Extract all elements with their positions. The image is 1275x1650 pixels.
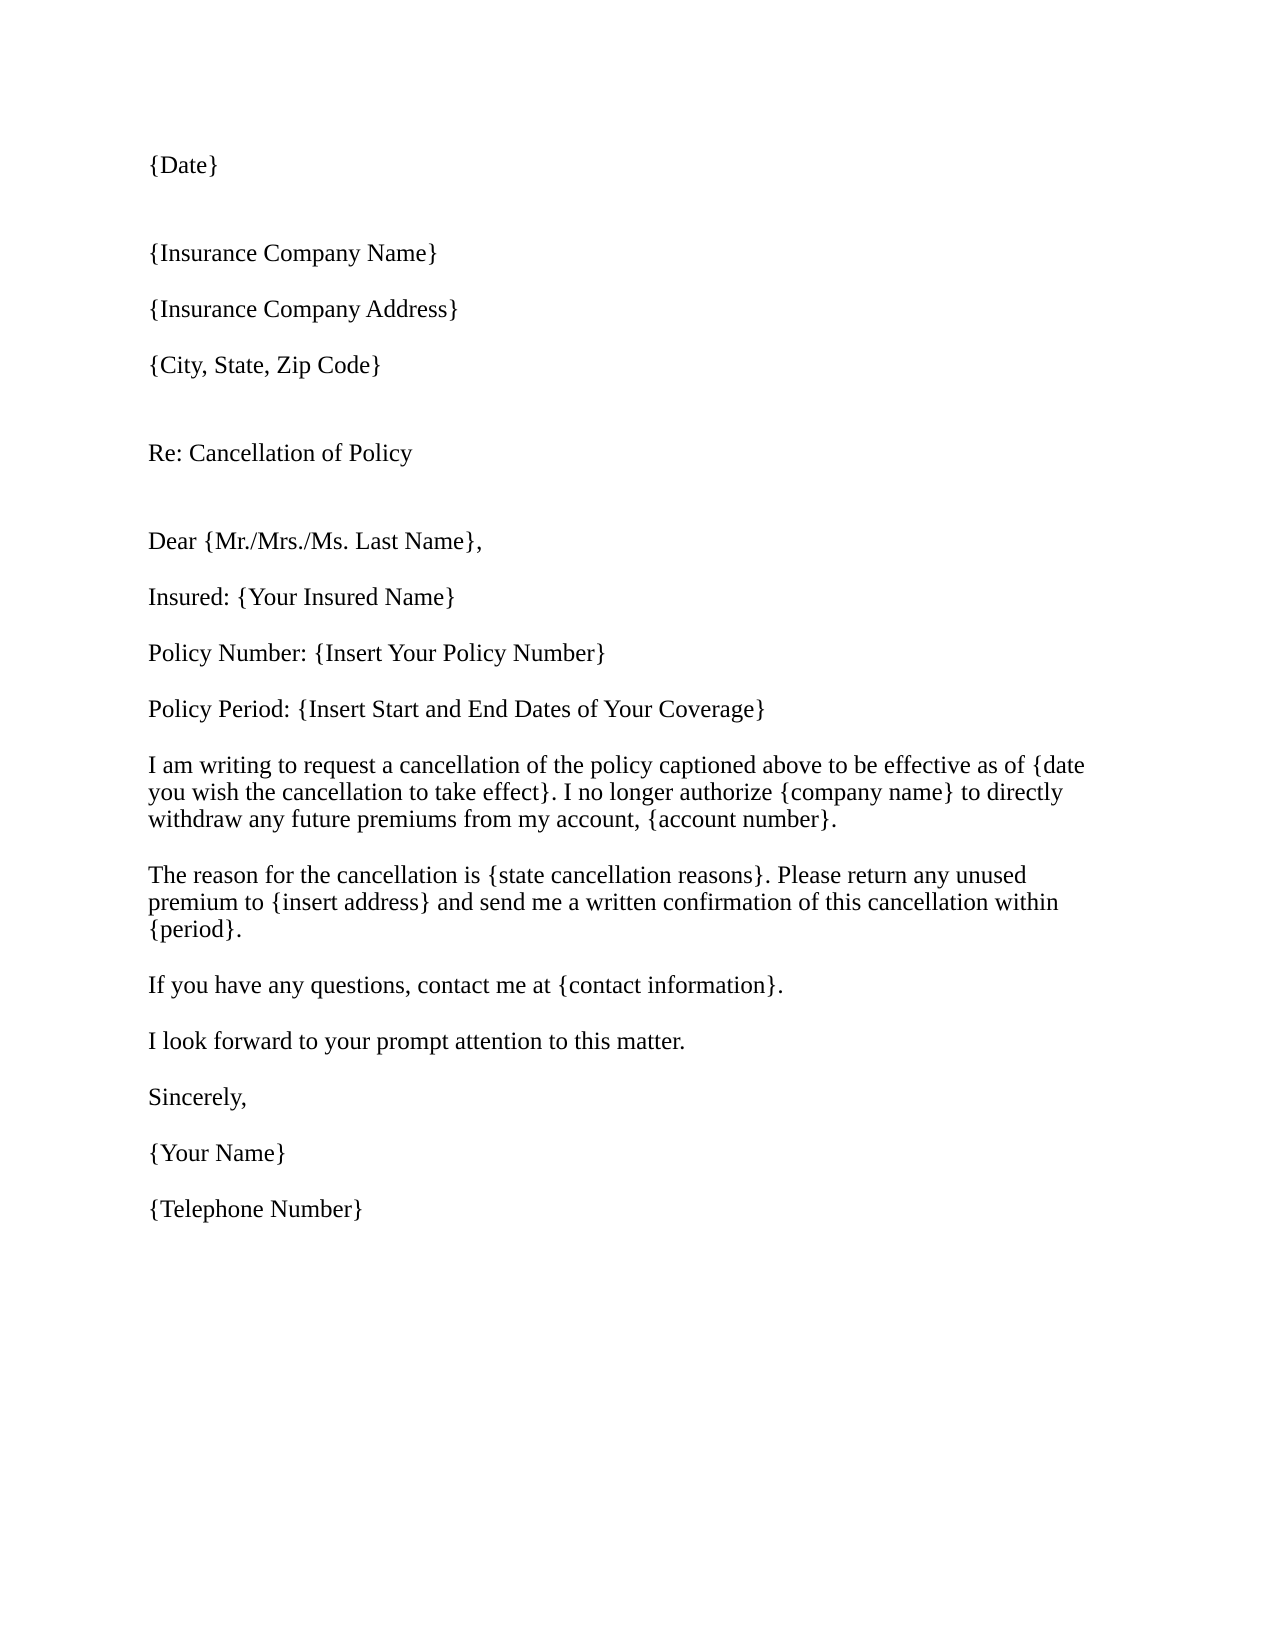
insured-line: Insured: {Your Insured Name} — [148, 584, 457, 611]
recipient-city-state-zip: {City, State, Zip Code} — [148, 352, 383, 379]
signature-placeholder: {Your Name} — [148, 1140, 287, 1167]
date-placeholder: {Date} — [148, 152, 220, 179]
policy-number-line: Policy Number: {Insert Your Policy Number} — [148, 640, 607, 667]
body-paragraph-cancellation-reason — [148, 862, 1130, 943]
body-text-line: you wish the cancellation to take effect}. I no longer authorize {company name} to directly — [148, 779, 1064, 806]
body-text-line: The reason for the cancellation is {state cancellation reasons}. Please return any unused — [148, 862, 1027, 889]
subject-line: Re: Cancellation of Policy — [148, 440, 413, 467]
body-text-line: I am writing to request a cancellation of the policy captioned above to be effective as of {date — [148, 752, 1085, 779]
recipient-company-name: {Insurance Company Name} — [148, 240, 439, 267]
body-text-line: If you have any questions, contact me at {contact information}. — [148, 972, 784, 999]
salutation: Dear {Mr./Mrs./Ms. Last Name}, — [148, 528, 483, 555]
recipient-company-address: {Insurance Company Address} — [148, 296, 460, 323]
body-paragraph-cancellation-request — [148, 752, 1130, 833]
body-text-line: I look forward to your prompt attention to this matter. — [148, 1028, 686, 1055]
body-text-line: withdraw any future premiums from my account, {account number}. — [148, 806, 838, 833]
body-text-line: premium to {insert address} and send me a written confirmation of this cancellation within — [148, 889, 1059, 916]
body-paragraph-contact — [148, 972, 1130, 999]
policy-period-line: Policy Period: {Insert Start and End Dates of Your Coverage} — [148, 696, 767, 723]
body-paragraph-prompt-attention — [148, 1028, 1130, 1055]
closing: Sincerely, — [148, 1084, 248, 1111]
body-text-line: {period}. — [148, 916, 243, 943]
telephone-placeholder: {Telephone Number} — [148, 1196, 364, 1223]
